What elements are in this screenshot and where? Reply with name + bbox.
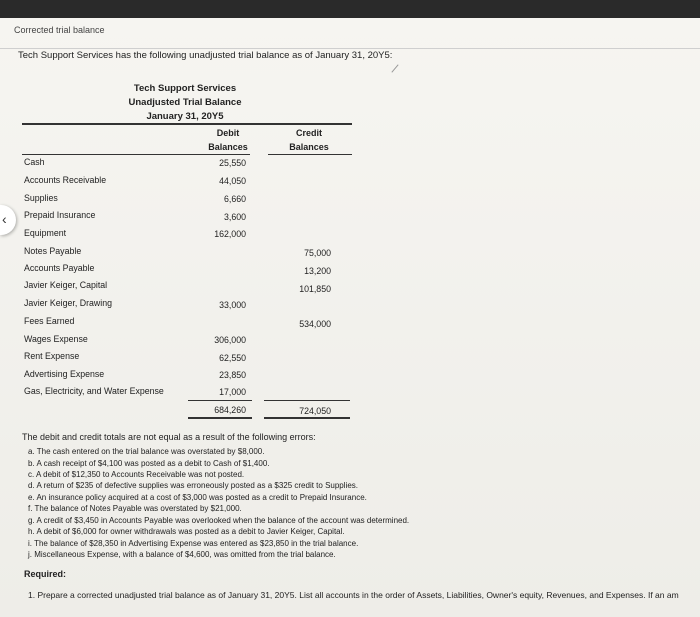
debit-total-rule (188, 400, 252, 401)
company-name: Tech Support Services (133, 83, 237, 94)
task-text: 1. Prepare a corrected unadjusted trial balance as of January 31, 20Y5. List all accounts in the order of Assets, Liabilities, Owner's equity, Revenues, and Expenses. If an am (28, 590, 679, 600)
account-name: Fees Earned (24, 316, 75, 326)
debit-value: 6,660 (223, 194, 246, 204)
account-name: Gas, Electricity, and Water Expense (24, 386, 164, 396)
error-item: d. A return of $235 of defective supplies was erroneously posted as a $325 credit to Supplies. (28, 481, 358, 490)
credit-header-rule (268, 154, 352, 155)
credit-value: 101,850 (299, 284, 331, 294)
account-name: Advertising Expense (24, 369, 105, 379)
divider (0, 48, 700, 49)
error-item: h. A debit of $6,000 for owner withdrawals was posted as a debit to Javier Keiger, Capital. (28, 527, 345, 536)
debit-value: 23,850 (219, 370, 246, 380)
top-bar (0, 0, 700, 18)
debit-value: 25,550 (219, 158, 246, 168)
debit-header-line2: Balances (208, 142, 248, 152)
credit-header-line2: Balances (289, 142, 329, 152)
debit-total: 684,260 (214, 405, 246, 415)
chevron-left-icon: ‹ (2, 211, 7, 227)
account-name: Accounts Receivable (24, 175, 107, 185)
credit-double-rule (264, 417, 350, 419)
account-name: Supplies (24, 193, 58, 203)
account-name: Notes Payable (24, 246, 82, 256)
account-name: Equipment (24, 228, 67, 238)
section-title: Corrected trial balance (14, 25, 105, 35)
errors-intro: The debit and credit totals are not equal as a result of the following errors: (22, 432, 316, 442)
error-item: g. A credit of $3,450 in Accounts Payable was overlooked when the balance of the account was determined. (28, 516, 410, 525)
credit-header (280, 126, 338, 154)
debit-value: 44,050 (219, 176, 246, 186)
account-name: Cash (24, 157, 45, 167)
debit-header-line1: Debit (216, 128, 240, 138)
error-item: f. The balance of Notes Payable was overstated by $21,000. (28, 504, 242, 513)
table-top-rule (22, 123, 352, 125)
report-date: January 31, 20Y5 (146, 111, 224, 122)
debit-header-rule (22, 154, 250, 155)
debit-value: 17,000 (219, 387, 246, 397)
report-title: Unadjusted Trial Balance (128, 97, 242, 108)
error-item: j. Miscellaneous Expense, with a balance of $4,600, was omitted from the trial balance. (28, 550, 336, 559)
error-item: c. A debit of $12,350 to Accounts Receivable was not posted. (28, 470, 245, 479)
credit-header-line1: Credit (295, 128, 322, 138)
credit-total: 724,050 (299, 406, 331, 416)
problem-page (0, 18, 700, 617)
debit-value: 162,000 (214, 229, 246, 239)
account-name: Rent Expense (24, 351, 80, 361)
debit-value: 33,000 (219, 300, 246, 310)
error-item: b. A cash receipt of $4,100 was posted as a debit to Cash of $1,400. (28, 459, 270, 468)
credit-value: 75,000 (304, 248, 331, 258)
error-item: a. The cash entered on the trial balance was overstated by $8,000. (28, 447, 265, 456)
pencil-mark (391, 64, 398, 72)
debit-value: 306,000 (214, 335, 246, 345)
account-name: Javier Keiger, Capital (24, 280, 108, 290)
debit-value: 3,600 (223, 212, 246, 222)
required-label: Required: (24, 569, 67, 579)
credit-value: 13,200 (304, 266, 331, 276)
error-item: e. An insurance policy acquired at a cost of $3,000 was posted as a credit to Prepaid Insurance. (28, 493, 367, 502)
account-name: Accounts Payable (24, 263, 95, 273)
credit-value: 534,000 (299, 319, 331, 329)
error-item: i. The balance of $28,350 in Advertising Expense was entered as $23,850 in the trial balance. (28, 539, 359, 548)
credit-total-rule (264, 400, 350, 401)
debit-value: 62,550 (219, 353, 246, 363)
account-name: Wages Expense (24, 334, 88, 344)
debit-header (200, 126, 256, 154)
debit-double-rule (188, 417, 252, 419)
account-name: Javier Keiger, Drawing (24, 298, 113, 308)
account-name: Prepaid Insurance (24, 210, 96, 220)
intro-text: Tech Support Services has the following unadjusted trial balance as of January 31, 20Y5: (18, 50, 393, 61)
